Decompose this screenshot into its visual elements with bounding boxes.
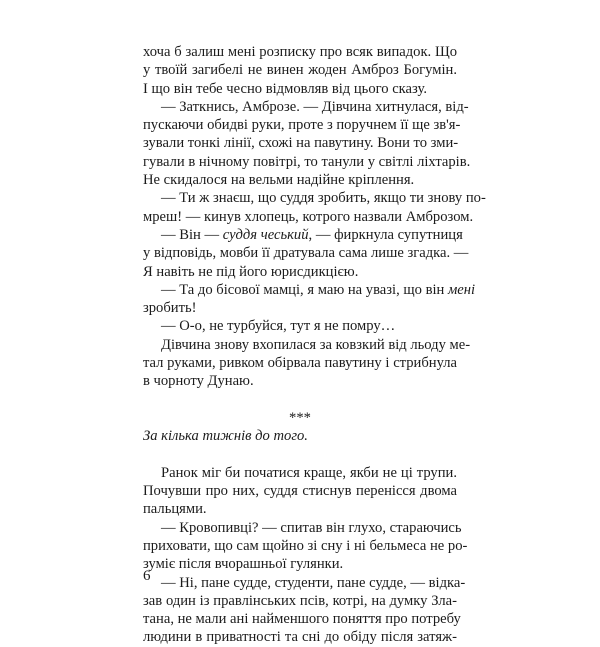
text-line: зробить! [143, 300, 197, 317]
text-fragment: , — фиркнула супутниця [308, 226, 463, 243]
text-line: пальцями. [143, 501, 207, 518]
text-line: — Заткнись, Амброзе. — Дівчина хитнулася, від- [161, 98, 469, 115]
text-line: — Ти ж знаєш, що суддя зробить, якщо ти знову по- [161, 190, 486, 207]
text-line: у відповідь, мовби її дратувала сама лише згадка. — [143, 245, 469, 262]
section-separator: *** [289, 409, 311, 426]
text-line [143, 226, 463, 244]
text-line: у твоїй загибелі не винен жоден Амброз Богумін. [143, 62, 457, 79]
text-line: тал руками, ривком обірвала павутину і стрибнула [143, 355, 457, 372]
text-line: гували в нічному повітрі, то танули у світлі ліхтарів. [143, 153, 471, 170]
paragraph-gap [143, 391, 457, 400]
text-line: зували тонкі лінії, схожі на павутину. Вони то зми- [143, 135, 459, 152]
text-line: Почувши про них, суддя стиснув перенісся двома [143, 483, 457, 500]
text-line: — О-о, не турбуйся, тут я не помру… [161, 318, 396, 335]
text-line: людини в приватності та сні до обіду після затяж- [143, 629, 457, 646]
paragraph-gap [143, 400, 457, 409]
text-line: пускаючи обидві руки, проте з поручнем її ще зв'я- [143, 117, 461, 134]
text-line: зуміє після вчорашньої гулянки. [143, 556, 344, 573]
text-line: І що він тебе чесно відмовляв від цього сказу. [143, 80, 427, 97]
text-line: хоча б залиш мені розписку про всяк випадок. Що [143, 44, 457, 60]
text-line: Дівчина знову вхопилася за ковзкий від льоду ме- [161, 336, 471, 353]
text-fragment: — Він — [161, 226, 223, 243]
text-line: Не скидалося на вельми надійне кріплення. [143, 172, 415, 189]
text-line: в чорноту Дунаю. [143, 373, 254, 390]
page-number: 6 [143, 568, 151, 584]
italic-fragment: суддя чеський [222, 226, 309, 243]
section-epigraph: За кілька тижнів до того. [143, 428, 308, 445]
text-line: тана, не мали ані найменшого поняття про потребу [143, 611, 461, 628]
text-line: зав один із правлінських псів, котрі, на думку Зла- [143, 592, 457, 609]
text-line: приховати, що сам щойно зі сну і ні бельмеса не ро- [143, 537, 468, 554]
text-line [143, 281, 476, 299]
text-line: мреш! — кинув хлопець, котрого назвали Амброзом. [143, 208, 474, 225]
text-line: Ранок міг би початися краще, якби не ці трупи. [161, 464, 457, 481]
page-text [143, 43, 486, 647]
italic-fragment: мені [447, 281, 476, 298]
text-fragment: — Та до бісової мамці, я маю на увазі, що він [161, 281, 448, 298]
text-line: — Ні, пане судде, студенти, пане судде, — відка- [161, 574, 466, 591]
paragraph-gap [143, 455, 457, 464]
text-line: — Кровопивці? — спитав він глухо, стараючись [161, 519, 462, 536]
paragraph-gap [143, 446, 457, 455]
text-line: Я навіть не під його юрисдикцією. [143, 263, 359, 280]
